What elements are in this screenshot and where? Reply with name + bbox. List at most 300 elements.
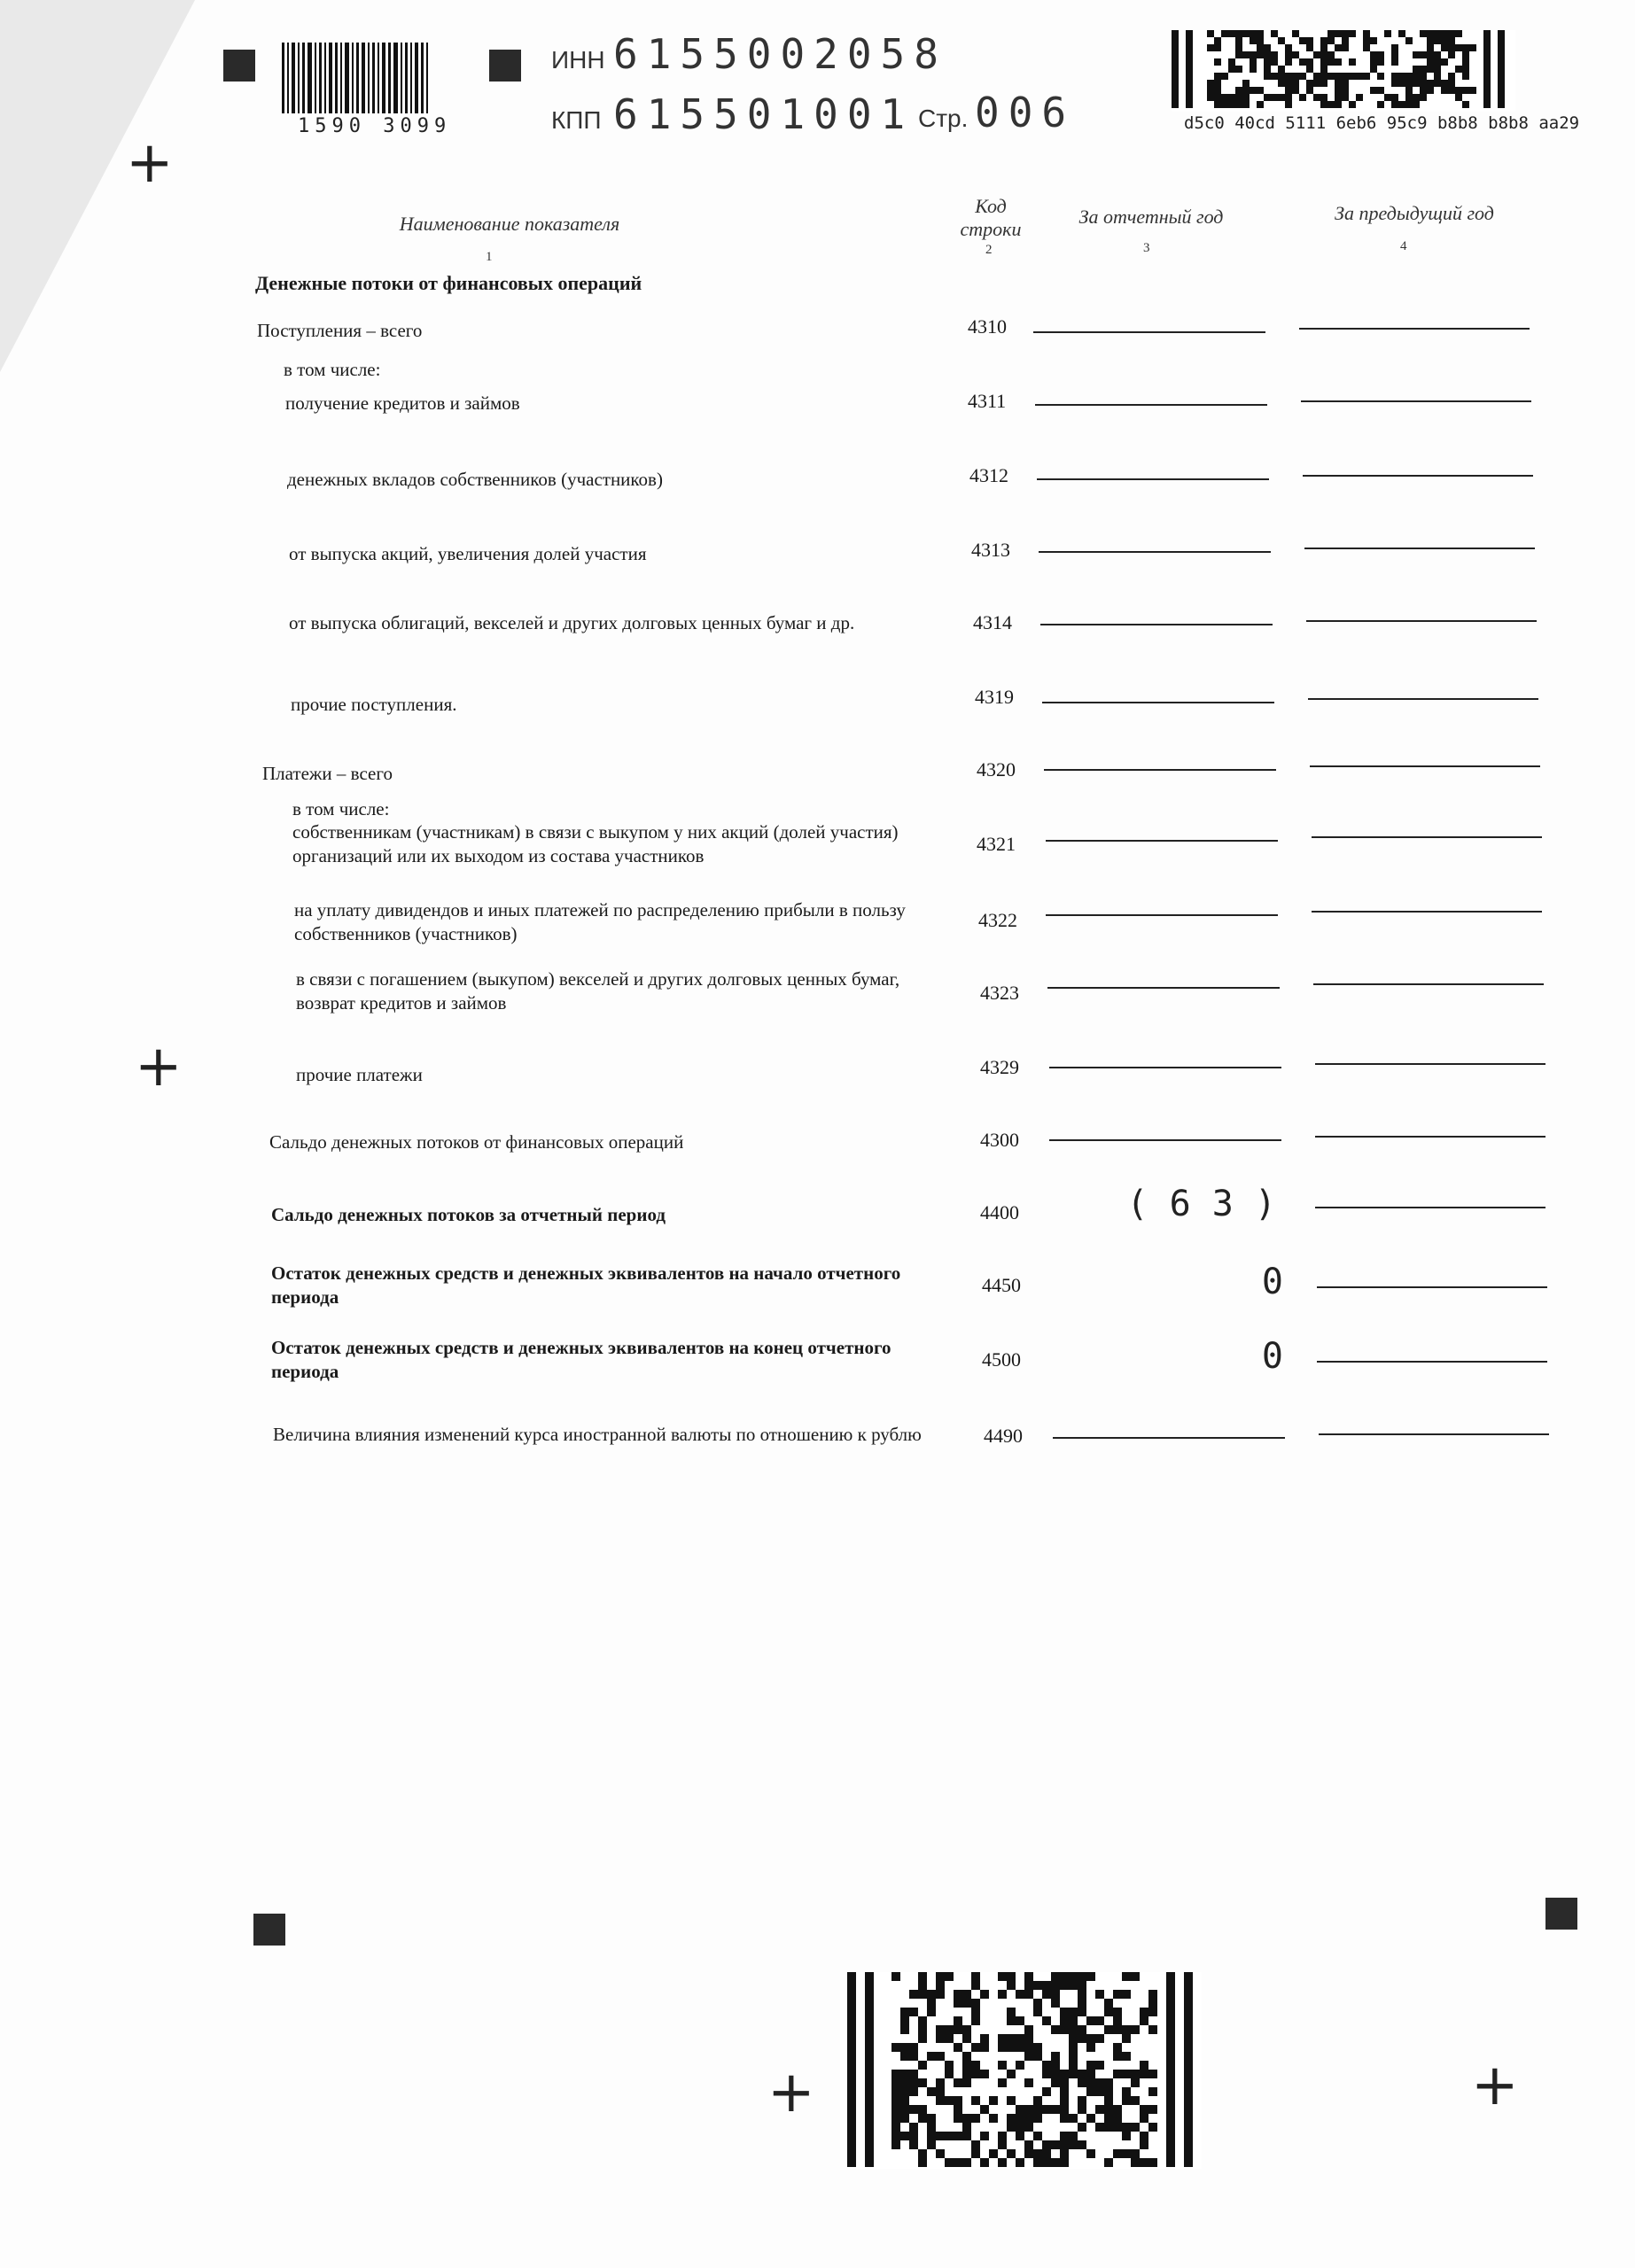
barcode-module xyxy=(909,2078,918,2087)
previous-value-line xyxy=(1319,1433,1549,1435)
barcode-module xyxy=(1299,37,1306,44)
barcode-module xyxy=(1349,101,1356,108)
barcode-module xyxy=(1113,2016,1122,2025)
barcode-module xyxy=(1140,2105,1148,2114)
barcode-module xyxy=(998,2140,1007,2149)
row-label: Остаток денежных средств и денежных эквивалентов на начало отчетного периода xyxy=(271,1262,901,1308)
barcode-module xyxy=(1113,2149,1122,2158)
barcode-module xyxy=(1042,1981,1051,1990)
barcode-module xyxy=(1434,66,1441,73)
barcode-module xyxy=(1427,51,1434,58)
kpp-label: КПП xyxy=(551,106,602,134)
barcode-module xyxy=(1420,51,1427,58)
barcode-module xyxy=(1007,2123,1016,2132)
barcode-module xyxy=(1069,2061,1078,2070)
barcode-module xyxy=(1007,2016,1016,2025)
barcode-module xyxy=(1342,94,1349,101)
column-number-4: 4 xyxy=(1400,239,1407,253)
barcode-module xyxy=(1086,2016,1095,2025)
barcode-module xyxy=(1095,2078,1104,2087)
barcode-module xyxy=(1007,2114,1016,2123)
barcode-module xyxy=(1250,58,1257,66)
current-value-line xyxy=(1049,1139,1281,1141)
barcode-number: 1590 3099 xyxy=(298,115,452,137)
barcode-module xyxy=(1113,2052,1122,2061)
barcode-module xyxy=(1060,2087,1069,2096)
barcode-module xyxy=(909,2123,918,2132)
barcode-module xyxy=(891,2132,900,2140)
barcode-module xyxy=(1377,51,1384,58)
barcode-module xyxy=(971,2061,980,2070)
barcode-module xyxy=(971,2149,980,2158)
current-value-line xyxy=(1035,404,1267,406)
barcode-module xyxy=(1060,2070,1069,2078)
barcode-module xyxy=(1060,2158,1069,2167)
barcode-module xyxy=(1069,2043,1078,2052)
row-code: 4312 xyxy=(969,464,1008,486)
barcode-module xyxy=(1207,87,1214,94)
current-value: 0 xyxy=(1261,1336,1283,1377)
barcode-module xyxy=(1335,94,1342,101)
barcode-guard-bar xyxy=(847,1972,856,2167)
barcode-module xyxy=(900,2070,909,2078)
barcode-module xyxy=(998,2061,1007,2070)
barcode-module xyxy=(962,2123,971,2132)
barcode-module xyxy=(1299,58,1306,66)
barcode-module xyxy=(1320,73,1327,80)
barcode-module xyxy=(1148,2070,1157,2078)
barcode-bar xyxy=(405,43,408,113)
barcode-module xyxy=(1413,66,1420,73)
barcode-module xyxy=(1327,101,1335,108)
barcode-module xyxy=(962,2070,971,2078)
barcode-module xyxy=(1405,73,1413,80)
barcode-module xyxy=(936,2052,945,2061)
barcode-module xyxy=(1024,2105,1033,2114)
barcode-guard-bar xyxy=(1172,30,1179,108)
barcode-module xyxy=(1441,37,1448,44)
barcode-module xyxy=(980,2043,989,2052)
barcode-module xyxy=(1122,1972,1131,1981)
barcode-module xyxy=(1086,2087,1095,2096)
barcode-module xyxy=(1078,2008,1086,2016)
current-value-line xyxy=(1037,478,1269,480)
barcode-module xyxy=(1306,44,1313,51)
barcode-module xyxy=(1434,30,1441,37)
barcode-bar xyxy=(315,43,316,113)
column-header-previous-year: За предыдущий год xyxy=(1335,202,1494,224)
barcode-module xyxy=(1042,2087,1051,2096)
barcode-module xyxy=(1363,44,1370,51)
barcode-module xyxy=(1292,80,1299,87)
barcode-module xyxy=(1078,1972,1086,1981)
barcode-module xyxy=(1427,44,1434,51)
barcode-module xyxy=(1285,51,1292,58)
barcode-module xyxy=(1007,1972,1016,1981)
barcode-module xyxy=(1235,94,1242,101)
barcode-module xyxy=(1462,73,1469,80)
barcode-module xyxy=(1292,87,1299,94)
barcode-module xyxy=(1086,2061,1095,2070)
barcode-module xyxy=(1060,2114,1069,2123)
barcode-module xyxy=(1299,94,1306,101)
barcode-module xyxy=(945,2070,954,2078)
barcode-module xyxy=(1078,2123,1086,2132)
row-label: получение кредитов и займов xyxy=(285,392,520,414)
barcode-bar xyxy=(287,43,289,113)
barcode-module xyxy=(1122,2034,1131,2043)
barcode-module xyxy=(1391,44,1398,51)
barcode-module xyxy=(1264,66,1271,73)
row-code: 4323 xyxy=(980,982,1019,1004)
barcode-module xyxy=(891,2140,900,2149)
barcode-module xyxy=(1320,58,1327,66)
previous-value-line xyxy=(1312,911,1542,913)
barcode-bar xyxy=(308,43,312,113)
barcode-module xyxy=(927,2114,936,2123)
barcode-module xyxy=(1207,44,1214,51)
barcode-module xyxy=(1235,101,1242,108)
barcode-module xyxy=(1278,94,1285,101)
barcode-module xyxy=(1033,2114,1042,2123)
barcode-module xyxy=(900,2105,909,2114)
barcode-guard-bar xyxy=(1184,1972,1193,2167)
barcode-bar xyxy=(372,43,375,113)
barcode-module xyxy=(945,2061,954,2070)
barcode-module xyxy=(1377,73,1384,80)
barcode-module xyxy=(1384,30,1391,37)
barcode-bar xyxy=(282,43,284,113)
barcode-module xyxy=(1086,2078,1095,2087)
barcode-module xyxy=(1427,66,1434,73)
barcode-module xyxy=(1148,2087,1157,2096)
barcode-bar xyxy=(421,43,424,113)
row-code: 4313 xyxy=(971,539,1010,561)
barcode-module xyxy=(891,2123,900,2132)
barcode-module xyxy=(1299,73,1306,80)
previous-value-line xyxy=(1315,1207,1545,1208)
previous-value-line xyxy=(1317,1286,1547,1288)
current-value-line xyxy=(1033,331,1265,333)
barcode-module xyxy=(900,2008,909,2016)
row-code: 4400 xyxy=(980,1201,1019,1223)
barcode-module xyxy=(1398,30,1405,37)
barcode-module xyxy=(1033,2105,1042,2114)
barcode-module xyxy=(1349,30,1356,37)
barcode-module xyxy=(1214,58,1221,66)
barcode-module xyxy=(1413,94,1420,101)
row-code: 4321 xyxy=(977,833,1016,855)
barcode-module xyxy=(1455,44,1462,51)
barcode-module xyxy=(1086,2149,1095,2158)
barcode-module xyxy=(1060,2096,1069,2105)
barcode-bar xyxy=(324,43,326,113)
barcode-module xyxy=(1007,2096,1016,2105)
barcode-module xyxy=(1069,2008,1078,2016)
barcode-module xyxy=(900,2096,909,2105)
barcode-guard-bar xyxy=(1498,30,1505,108)
column-number-2: 2 xyxy=(985,243,993,257)
barcode-module xyxy=(1391,80,1398,87)
barcode-module xyxy=(1427,37,1434,44)
barcode-module xyxy=(1441,58,1448,66)
row-label: от выпуска облигаций, векселей и других долговых ценных бумаг и др. xyxy=(289,612,855,633)
barcode-module xyxy=(1078,1990,1086,1999)
barcode-module xyxy=(1391,73,1398,80)
barcode-module xyxy=(1033,2043,1042,2052)
barcode-module xyxy=(1469,44,1476,51)
barcode-module xyxy=(1122,2132,1131,2140)
barcode-module xyxy=(1148,2105,1157,2114)
barcode-module xyxy=(1122,2025,1131,2034)
barcode-module xyxy=(891,2070,900,2078)
barcode-module xyxy=(998,1972,1007,1981)
previous-value-line xyxy=(1310,765,1540,767)
barcode-module xyxy=(1405,101,1413,108)
barcode-module xyxy=(962,2025,971,2034)
barcode-module xyxy=(1122,2052,1131,2061)
barcode-module xyxy=(1228,30,1235,37)
previous-value-line xyxy=(1317,1361,1547,1363)
barcode-module xyxy=(1455,87,1462,94)
barcode-module xyxy=(1069,1981,1078,1990)
barcode-module xyxy=(945,2132,954,2140)
barcode-module xyxy=(918,2158,927,2167)
barcode-module xyxy=(1051,2078,1060,2087)
page-number: 006 xyxy=(975,89,1076,136)
barcode-module xyxy=(1420,80,1427,87)
barcode-module xyxy=(954,1999,962,2008)
barcode-module xyxy=(1104,2096,1113,2105)
barcode-module xyxy=(971,1981,980,1990)
barcode-bar xyxy=(382,43,385,113)
barcode-module xyxy=(1434,80,1441,87)
barcode-module xyxy=(1007,2149,1016,2158)
barcode-module xyxy=(1242,80,1250,87)
barcode-module xyxy=(1462,87,1469,94)
barcode-module xyxy=(1420,87,1427,94)
barcode-bar xyxy=(426,43,428,113)
barcode-module xyxy=(1078,2140,1086,2149)
barcode-module xyxy=(1086,2114,1095,2123)
barcode-module xyxy=(1016,2034,1024,2043)
row-code: 4310 xyxy=(968,315,1007,338)
barcode-module xyxy=(1271,94,1278,101)
barcode-bar xyxy=(415,43,418,113)
barcode-module xyxy=(1042,2070,1051,2078)
barcode-module xyxy=(1221,30,1228,37)
barcode-module xyxy=(971,2114,980,2123)
barcode-module xyxy=(1095,1990,1104,1999)
barcode-module xyxy=(1024,2114,1033,2123)
previous-value-line xyxy=(1299,328,1530,330)
barcode-module xyxy=(1228,58,1235,66)
barcode-module xyxy=(1306,37,1313,44)
barcode-module xyxy=(1060,2140,1069,2149)
registration-marker-bottom-left xyxy=(253,1914,285,1946)
barcode-module xyxy=(1148,1990,1157,1999)
barcode-module xyxy=(936,2149,945,2158)
barcode-module xyxy=(1250,37,1257,44)
current-value: ( 6 3 ) xyxy=(1126,1184,1276,1224)
barcode-module xyxy=(1069,2140,1078,2149)
barcode-module xyxy=(1427,80,1434,87)
barcode-module xyxy=(900,2016,909,2025)
barcode-module xyxy=(1342,37,1349,44)
barcode-module xyxy=(1242,51,1250,58)
barcode-module xyxy=(1069,2016,1078,2025)
barcode-module xyxy=(1420,73,1427,80)
barcode-module xyxy=(1078,2096,1086,2105)
barcode-module xyxy=(918,1981,927,1990)
barcode-module xyxy=(998,2043,1007,2052)
barcode-module xyxy=(1264,44,1271,51)
current-value-line xyxy=(1047,987,1280,989)
barcode-module xyxy=(1060,1972,1069,1981)
barcode-module xyxy=(1235,51,1242,58)
barcode-module xyxy=(1434,37,1441,44)
row-label: на уплату дивидендов и иных платежей по распределению прибыли в пользу собственников (участников) xyxy=(294,899,906,944)
crosshair-top-left: + xyxy=(126,130,174,196)
barcode-module xyxy=(954,2114,962,2123)
row-code: 4490 xyxy=(984,1425,1023,1447)
row-code: 4500 xyxy=(982,1348,1021,1371)
row-label: Поступления – всего xyxy=(257,320,423,341)
barcode-module xyxy=(1448,37,1455,44)
barcode-module xyxy=(1441,30,1448,37)
row-label: Величина влияния изменений курса иностранной валюты по отношению к рублю xyxy=(273,1424,922,1445)
barcode-module xyxy=(936,2078,945,2087)
barcode-module xyxy=(927,2140,936,2149)
barcode-module xyxy=(1285,73,1292,80)
barcode-module xyxy=(945,2025,954,2034)
barcode-module xyxy=(1104,1999,1113,2008)
barcode-module xyxy=(1148,2158,1157,2167)
previous-value-line xyxy=(1308,698,1538,700)
column-header-current-year: За отчетный год xyxy=(1078,206,1224,228)
barcode-module xyxy=(1257,101,1264,108)
barcode-module xyxy=(1441,80,1448,87)
barcode-module xyxy=(1086,1972,1095,1981)
barcode-module xyxy=(945,2096,954,2105)
row-label: от выпуска акций, увеличения долей участия xyxy=(289,543,647,564)
barcode-module xyxy=(1016,2158,1024,2167)
barcode-module xyxy=(1069,1972,1078,1981)
barcode-module xyxy=(1131,2025,1140,2034)
barcode-module xyxy=(1024,2140,1033,2149)
crosshair-bottom-left: + xyxy=(767,2060,815,2125)
barcode-module xyxy=(1320,66,1327,73)
barcode-module xyxy=(927,1990,936,1999)
row-code: 4314 xyxy=(973,611,1012,633)
barcode-module xyxy=(1257,51,1264,58)
barcode-module xyxy=(1441,87,1448,94)
row-label: Сальдо денежных потоков от финансовых операций xyxy=(269,1131,684,1153)
barcode-module xyxy=(1278,73,1285,80)
barcode-module xyxy=(1024,1981,1033,1990)
barcode-module xyxy=(989,2149,998,2158)
column-header-name: Наименование показателя xyxy=(399,213,620,235)
barcode-module xyxy=(1113,2070,1122,2078)
barcode-module xyxy=(1131,2070,1140,2078)
barcode-module xyxy=(1448,44,1455,51)
row-code: 4329 xyxy=(980,1056,1019,1078)
barcode-module xyxy=(1104,2087,1113,2096)
barcode-module xyxy=(1051,2105,1060,2114)
barcode-module xyxy=(1285,87,1292,94)
barcode-module xyxy=(954,2043,962,2052)
barcode-module xyxy=(1148,2123,1157,2132)
barcode-module xyxy=(1391,58,1398,66)
barcode-module xyxy=(1264,94,1271,101)
barcode-module xyxy=(980,2132,989,2140)
barcode-module xyxy=(1313,73,1320,80)
barcode-module xyxy=(1122,2070,1131,2078)
barcode-module xyxy=(1042,2158,1051,2167)
barcode-module xyxy=(1051,2070,1060,2078)
barcode-module xyxy=(1285,94,1292,101)
barcode-module xyxy=(1462,44,1469,51)
barcode-module xyxy=(1377,101,1384,108)
barcode-module xyxy=(1434,51,1441,58)
barcode-module xyxy=(1221,101,1228,108)
column-number-3: 3 xyxy=(1143,241,1150,255)
barcode-module xyxy=(954,2078,962,2087)
barcode-module xyxy=(1292,73,1299,80)
barcode-module xyxy=(900,2052,909,2061)
section-title: Денежные потоки от финансовых операций xyxy=(255,272,642,294)
barcode-module xyxy=(954,1990,962,1999)
barcode-module xyxy=(1320,80,1327,87)
barcode-module xyxy=(1113,2008,1122,2016)
barcode-module xyxy=(1257,87,1264,94)
barcode-module xyxy=(1214,44,1221,51)
barcode-module xyxy=(1448,73,1455,80)
barcode-module xyxy=(1214,101,1221,108)
barcode-module xyxy=(1051,1990,1060,1999)
barcode-module xyxy=(1042,2140,1051,2149)
barcode-module xyxy=(909,2105,918,2114)
row-code: 4319 xyxy=(975,686,1014,708)
previous-value-line xyxy=(1301,400,1531,402)
barcode-module xyxy=(1228,94,1235,101)
barcode-guard-bar xyxy=(1166,1972,1175,2167)
barcode-module xyxy=(1250,30,1257,37)
barcode-module xyxy=(1024,2025,1033,2034)
crosshair-middle-left: + xyxy=(135,1034,183,1099)
barcode-module xyxy=(962,2078,971,2087)
barcode-module xyxy=(909,2043,918,2052)
barcode-module xyxy=(936,2087,945,2096)
barcode-module xyxy=(1131,1972,1140,1981)
barcode-module xyxy=(1228,66,1235,73)
barcode-module xyxy=(1131,2096,1140,2105)
barcode-module xyxy=(936,1990,945,1999)
barcode-module xyxy=(1377,87,1384,94)
barcode-module xyxy=(909,2052,918,2061)
row-label: прочие поступления. xyxy=(291,694,457,715)
barcode-module xyxy=(927,2008,936,2016)
barcode-module xyxy=(1078,2034,1086,2043)
barcode-module xyxy=(1024,1990,1033,1999)
barcode-module xyxy=(1398,73,1405,80)
barcode-module xyxy=(1104,2123,1113,2132)
barcode-module xyxy=(971,2070,980,2078)
barcode-module xyxy=(891,2105,900,2114)
barcode-module xyxy=(1335,44,1342,51)
barcode-module xyxy=(1434,58,1441,66)
barcode-module xyxy=(1033,1981,1042,1990)
